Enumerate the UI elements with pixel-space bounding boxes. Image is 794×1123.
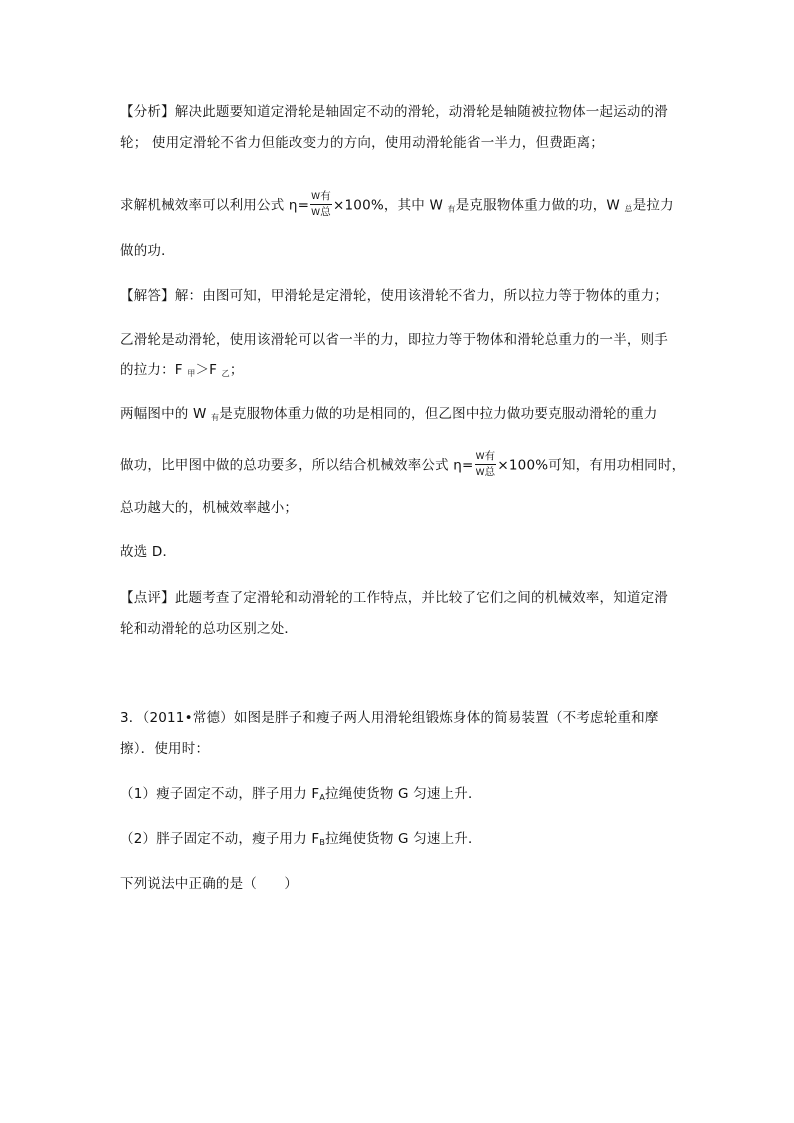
efficiency-formula-fraction: $\frac{\text{W有}}{\text{W总}}$: [311, 190, 331, 218]
efficiency-formula-fraction-2: $\frac{\text{W有}}{\text{W总}}$: [475, 450, 496, 478]
solution-line-7: 故选 D．: [120, 544, 177, 560]
question3-line-1: 3．（2011•常德）如图是胖子和瘦子两人用滑轮组锻炼身体的简易装置（不考虑轮重和摩: [120, 710, 659, 726]
analysis-line-2: 轮； 使用定滑轮不省力但能改变力的方向，使用动滑轮能省一半力，但费距离；: [120, 135, 604, 151]
solution-tag: 【解答】: [120, 288, 175, 304]
comment-line-1: 【点评】此题考查了定滑轮和动滑轮的工作特点，并比较了它们之间的机械效率，知道定滑: [120, 590, 669, 606]
analysis-line-4: 做的功．: [120, 243, 175, 259]
comment-line-2: 轮和动滑轮的总功区别之处．: [120, 621, 299, 637]
comment-tag: 【点评】: [120, 590, 175, 606]
analysis-line-3: 求解机械效率可以利用公式 η= $\frac{\text{W有}}{\text{W总}}$ ×100%，其中 W $_有$是克服物体重力做的功，W $_总$是拉力: [120, 190, 674, 218]
question3-item-2: （2）胖子固定不动，瘦子用力 $F_B$拉绳使货物 G 匀速上升．: [120, 831, 482, 847]
analysis-line-1: 【分析】解决此题要知道定滑轮是轴固定不动的滑轮，动滑轮是轴随被拉物体一起运动的滑: [120, 104, 669, 120]
solution-line-5: 做功，比甲图中做的总功要多，所以结合机械效率公式 η= $\frac{\text{W有}}{\text{W总}}$ ×100%可知，有用功相同时，: [120, 450, 686, 478]
question3-prompt: 下列说法中正确的是（ ）: [120, 876, 299, 892]
solution-line-1: 【解答】解：由图可知，甲滑轮是定滑轮，使用该滑轮不省力，所以拉力等于物体的重力；: [120, 288, 669, 304]
analysis-tag: 【分析】: [120, 104, 175, 120]
question3-item-1: （1）瘦子固定不动，胖子用力 $F_A$拉绳使货物 G 匀速上升．: [120, 786, 482, 802]
question3-line-2: 擦）．使用时：: [120, 741, 210, 757]
solution-line-4: 两幅图中的 W $_有$是克服物体重力做的功是相同的，但乙图中拉力做功要克服动滑轮的重力: [120, 406, 658, 422]
solution-line-6: 总功越大的，机械效率越小；: [120, 500, 299, 516]
solution-line-3: 的拉力：F $_甲$＞F $_乙$；: [120, 362, 244, 378]
solution-line-2: 乙滑轮是动滑轮，使用该滑轮可以省一半的力，即拉力等于物体和滑轮总重力的一半，则手: [120, 332, 668, 348]
